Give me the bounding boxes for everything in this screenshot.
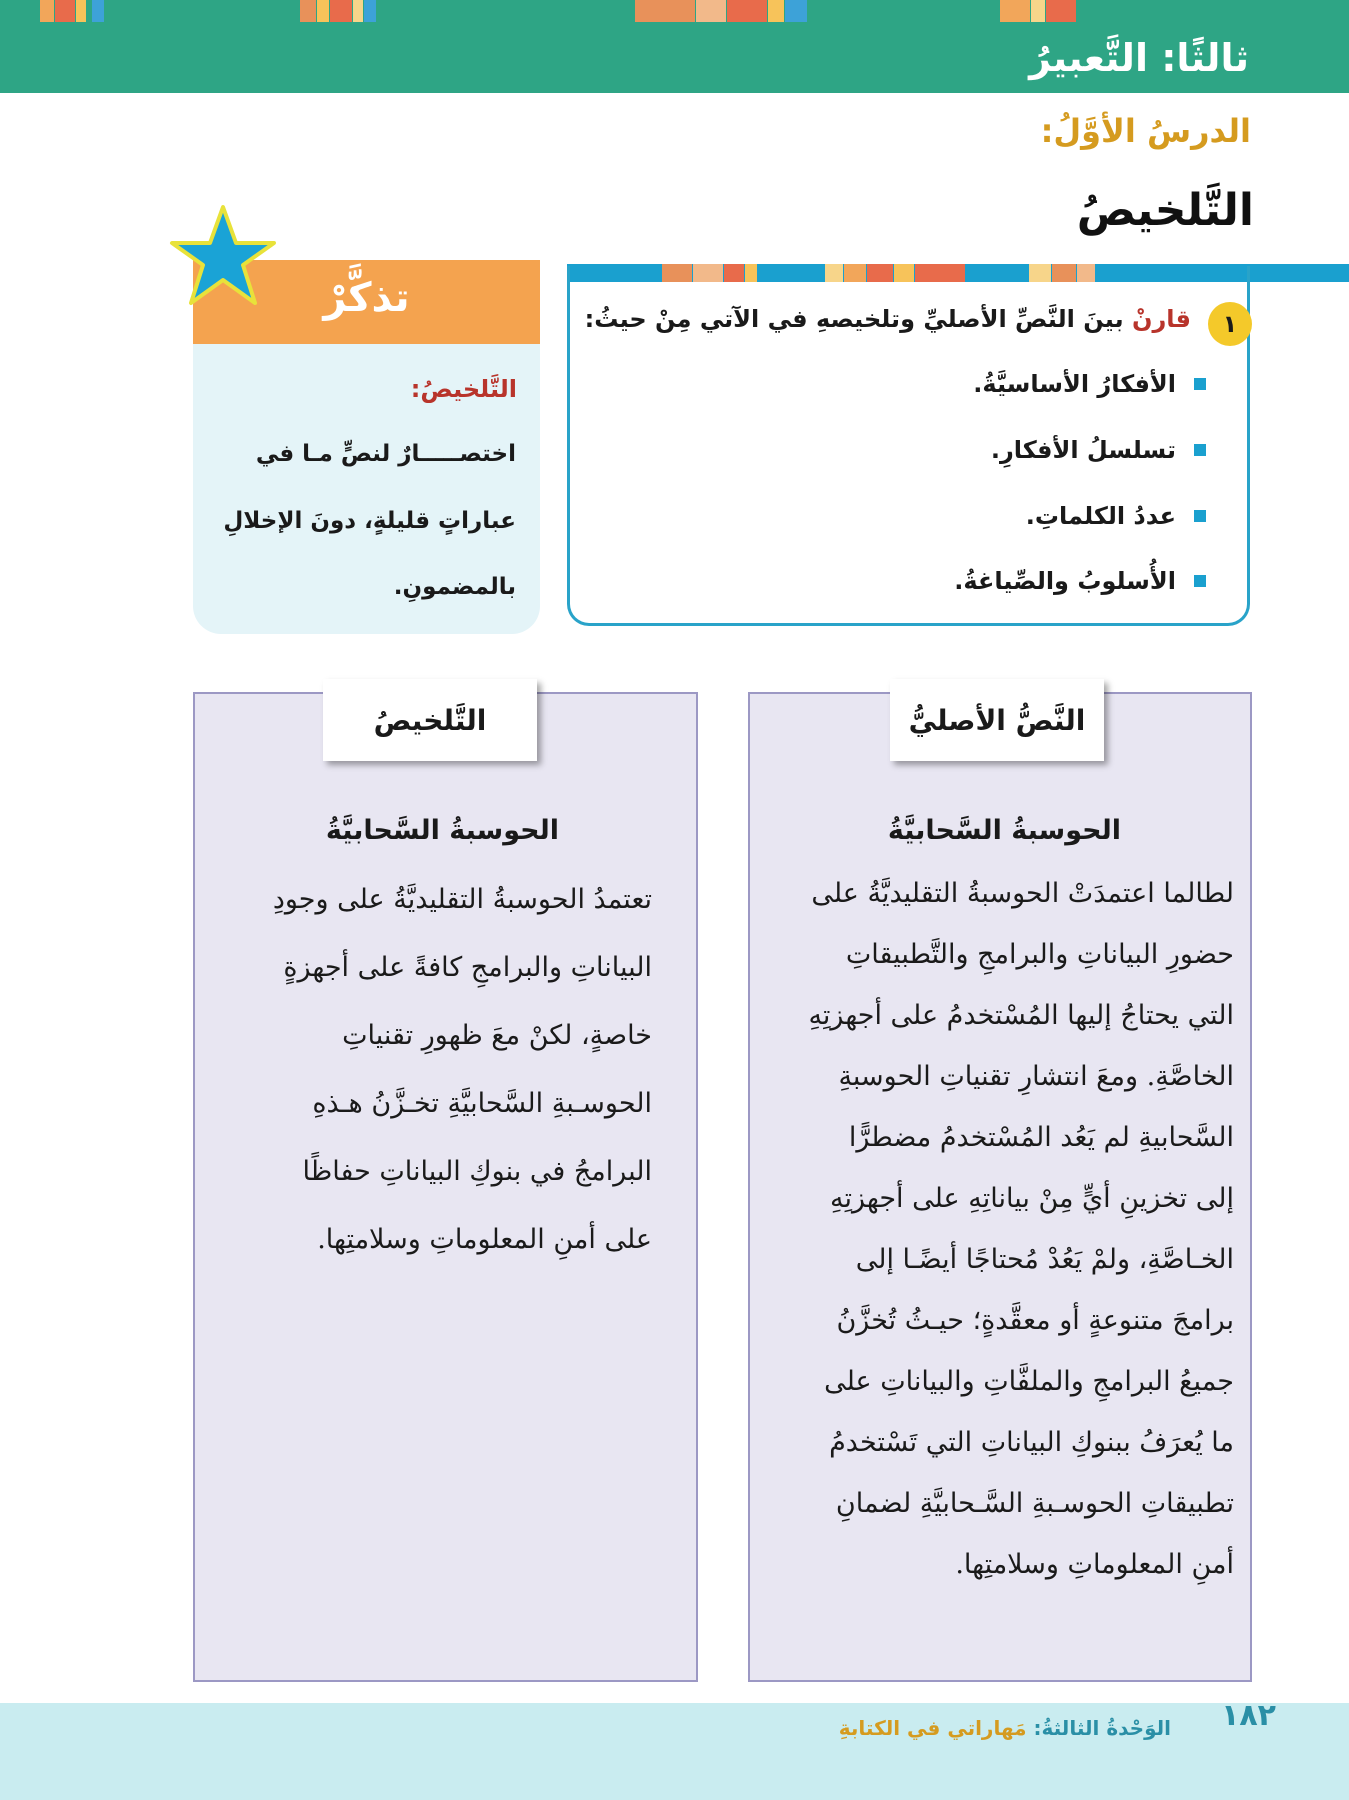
square-bullet-icon bbox=[1194, 510, 1206, 522]
summary-heading: الحوسبةُ السَّحابيَّةُ bbox=[325, 815, 559, 846]
original-heading: الحوسبةُ السَّحابيَّةُ bbox=[887, 815, 1121, 846]
lesson-label: الدرسُ الأوَّلُ: bbox=[1040, 112, 1251, 150]
original-line: برامجَ متنوعةٍ أو معقَّدةٍ؛ حيـثُ تُخزَّنُ bbox=[836, 1305, 1234, 1336]
question-verb: قارنْ bbox=[1131, 305, 1191, 333]
original-line: إلى تخزينِ أيٍّ مِنْ بياناتِهِ على أجهزتِهِ bbox=[830, 1183, 1234, 1214]
criterion-text: عددُ الكلماتِ. bbox=[1025, 502, 1176, 530]
original-line: لطالما اعتمدَتْ الحوسبةُ التقليديَّةُ على bbox=[811, 878, 1234, 909]
remember-title: تذكَّرْ bbox=[323, 275, 410, 321]
criterion-text: تسلسلُ الأفكارِ. bbox=[990, 436, 1176, 464]
criterion-item bbox=[973, 370, 1206, 398]
criterion-text: الأفكارُ الأساسيَّةُ. bbox=[973, 370, 1176, 398]
summary-line: خاصةٍ، لكنْ معَ ظهورِ تقنياتِ bbox=[342, 1020, 652, 1051]
unit-subtitle: مَهاراتي في الكتابةِ bbox=[838, 1716, 1027, 1740]
page-number: ١٨٢ bbox=[1221, 1698, 1276, 1733]
original-line: حضورِ البياناتِ والبرامجِ والتَّطبيقاتِ bbox=[845, 939, 1234, 970]
summary-line: على أمنِ المعلوماتِ وسلامتِها. bbox=[317, 1224, 652, 1255]
original-text-tab: النَّصُّ الأصليُّ bbox=[890, 679, 1104, 761]
summary-line: البرامجُ في بنوكِ البياناتِ حفاظًا bbox=[302, 1156, 652, 1187]
criterion-item bbox=[991, 436, 1206, 464]
square-bullet-icon bbox=[1194, 575, 1206, 587]
question-prompt bbox=[585, 305, 1191, 333]
question-number-badge: ١ bbox=[1208, 302, 1252, 346]
original-line: أمنِ المعلوماتِ وسلامتِها. bbox=[955, 1549, 1234, 1580]
original-line: تطبيقاتِ الحوسـبةِ السَّـحابيَّةِ لضمانِ bbox=[835, 1488, 1234, 1519]
lesson-title: التَّلخيصُ bbox=[1076, 185, 1254, 236]
summary-line: البياناتِ والبرامجِ كافةً على أجهزةٍ bbox=[283, 952, 652, 983]
original-line: التي يحتاجُ إليها المُسْتخدمُ على أجهزتِهِ bbox=[808, 1000, 1234, 1031]
remember-term: التَّلخيصُ: bbox=[410, 375, 517, 403]
criterion-item bbox=[1026, 502, 1206, 530]
summary-line: تعتمدُ الحوسبةُ التقليديَّةُ على وجودِ bbox=[272, 884, 652, 915]
definition-line: عباراتٍ قليلةٍ، دونَ الإخلالِ bbox=[223, 508, 516, 534]
original-line: ما يُعرَفُ ببنوكِ البياناتِ التي تَسْتخدمُ bbox=[829, 1427, 1234, 1458]
square-bullet-icon bbox=[1194, 378, 1206, 390]
decorative-stripes bbox=[0, 0, 1349, 22]
original-line: السَّحابيةِ لم يَعُد المُسْتخدمُ مضطرًّا bbox=[848, 1122, 1234, 1153]
criterion-item bbox=[954, 567, 1206, 595]
definition-line: اختصـــــارٌ لنصٍّ مـا في bbox=[255, 441, 516, 467]
unit-label bbox=[839, 1716, 1171, 1740]
question-prompt-rest: بينَ النَّصِّ الأصليِّ وتلخيصهِ في الآتي مِنْ حيثُ: bbox=[584, 305, 1124, 333]
square-bullet-icon bbox=[1194, 444, 1206, 456]
definition-line: بالمضمونِ. bbox=[393, 574, 516, 600]
original-line: الخاصَّةِ. ومعَ انتشارِ تقنياتِ الحوسبةِ bbox=[838, 1061, 1234, 1092]
criterion-text: الأُسلوبُ والصِّياغةُ. bbox=[954, 567, 1176, 595]
summary-tab: التَّلخيصُ bbox=[323, 679, 537, 761]
section-title: ثالثًا: التَّعبيرُ bbox=[1029, 36, 1249, 80]
unit-name: الوَحْدةُ الثالثةُ: bbox=[1033, 1716, 1171, 1740]
summary-line: الحوسـبةِ السَّحابيَّةِ تخـزَّنُ هـذهِ bbox=[312, 1088, 652, 1119]
original-line: الخـاصَّةِ، ولمْ يَعُدْ مُحتاجًا أيضًـا إلى bbox=[855, 1244, 1234, 1275]
original-line: جميعُ البرامجِ والملفَّاتِ والبياناتِ على bbox=[824, 1366, 1234, 1397]
